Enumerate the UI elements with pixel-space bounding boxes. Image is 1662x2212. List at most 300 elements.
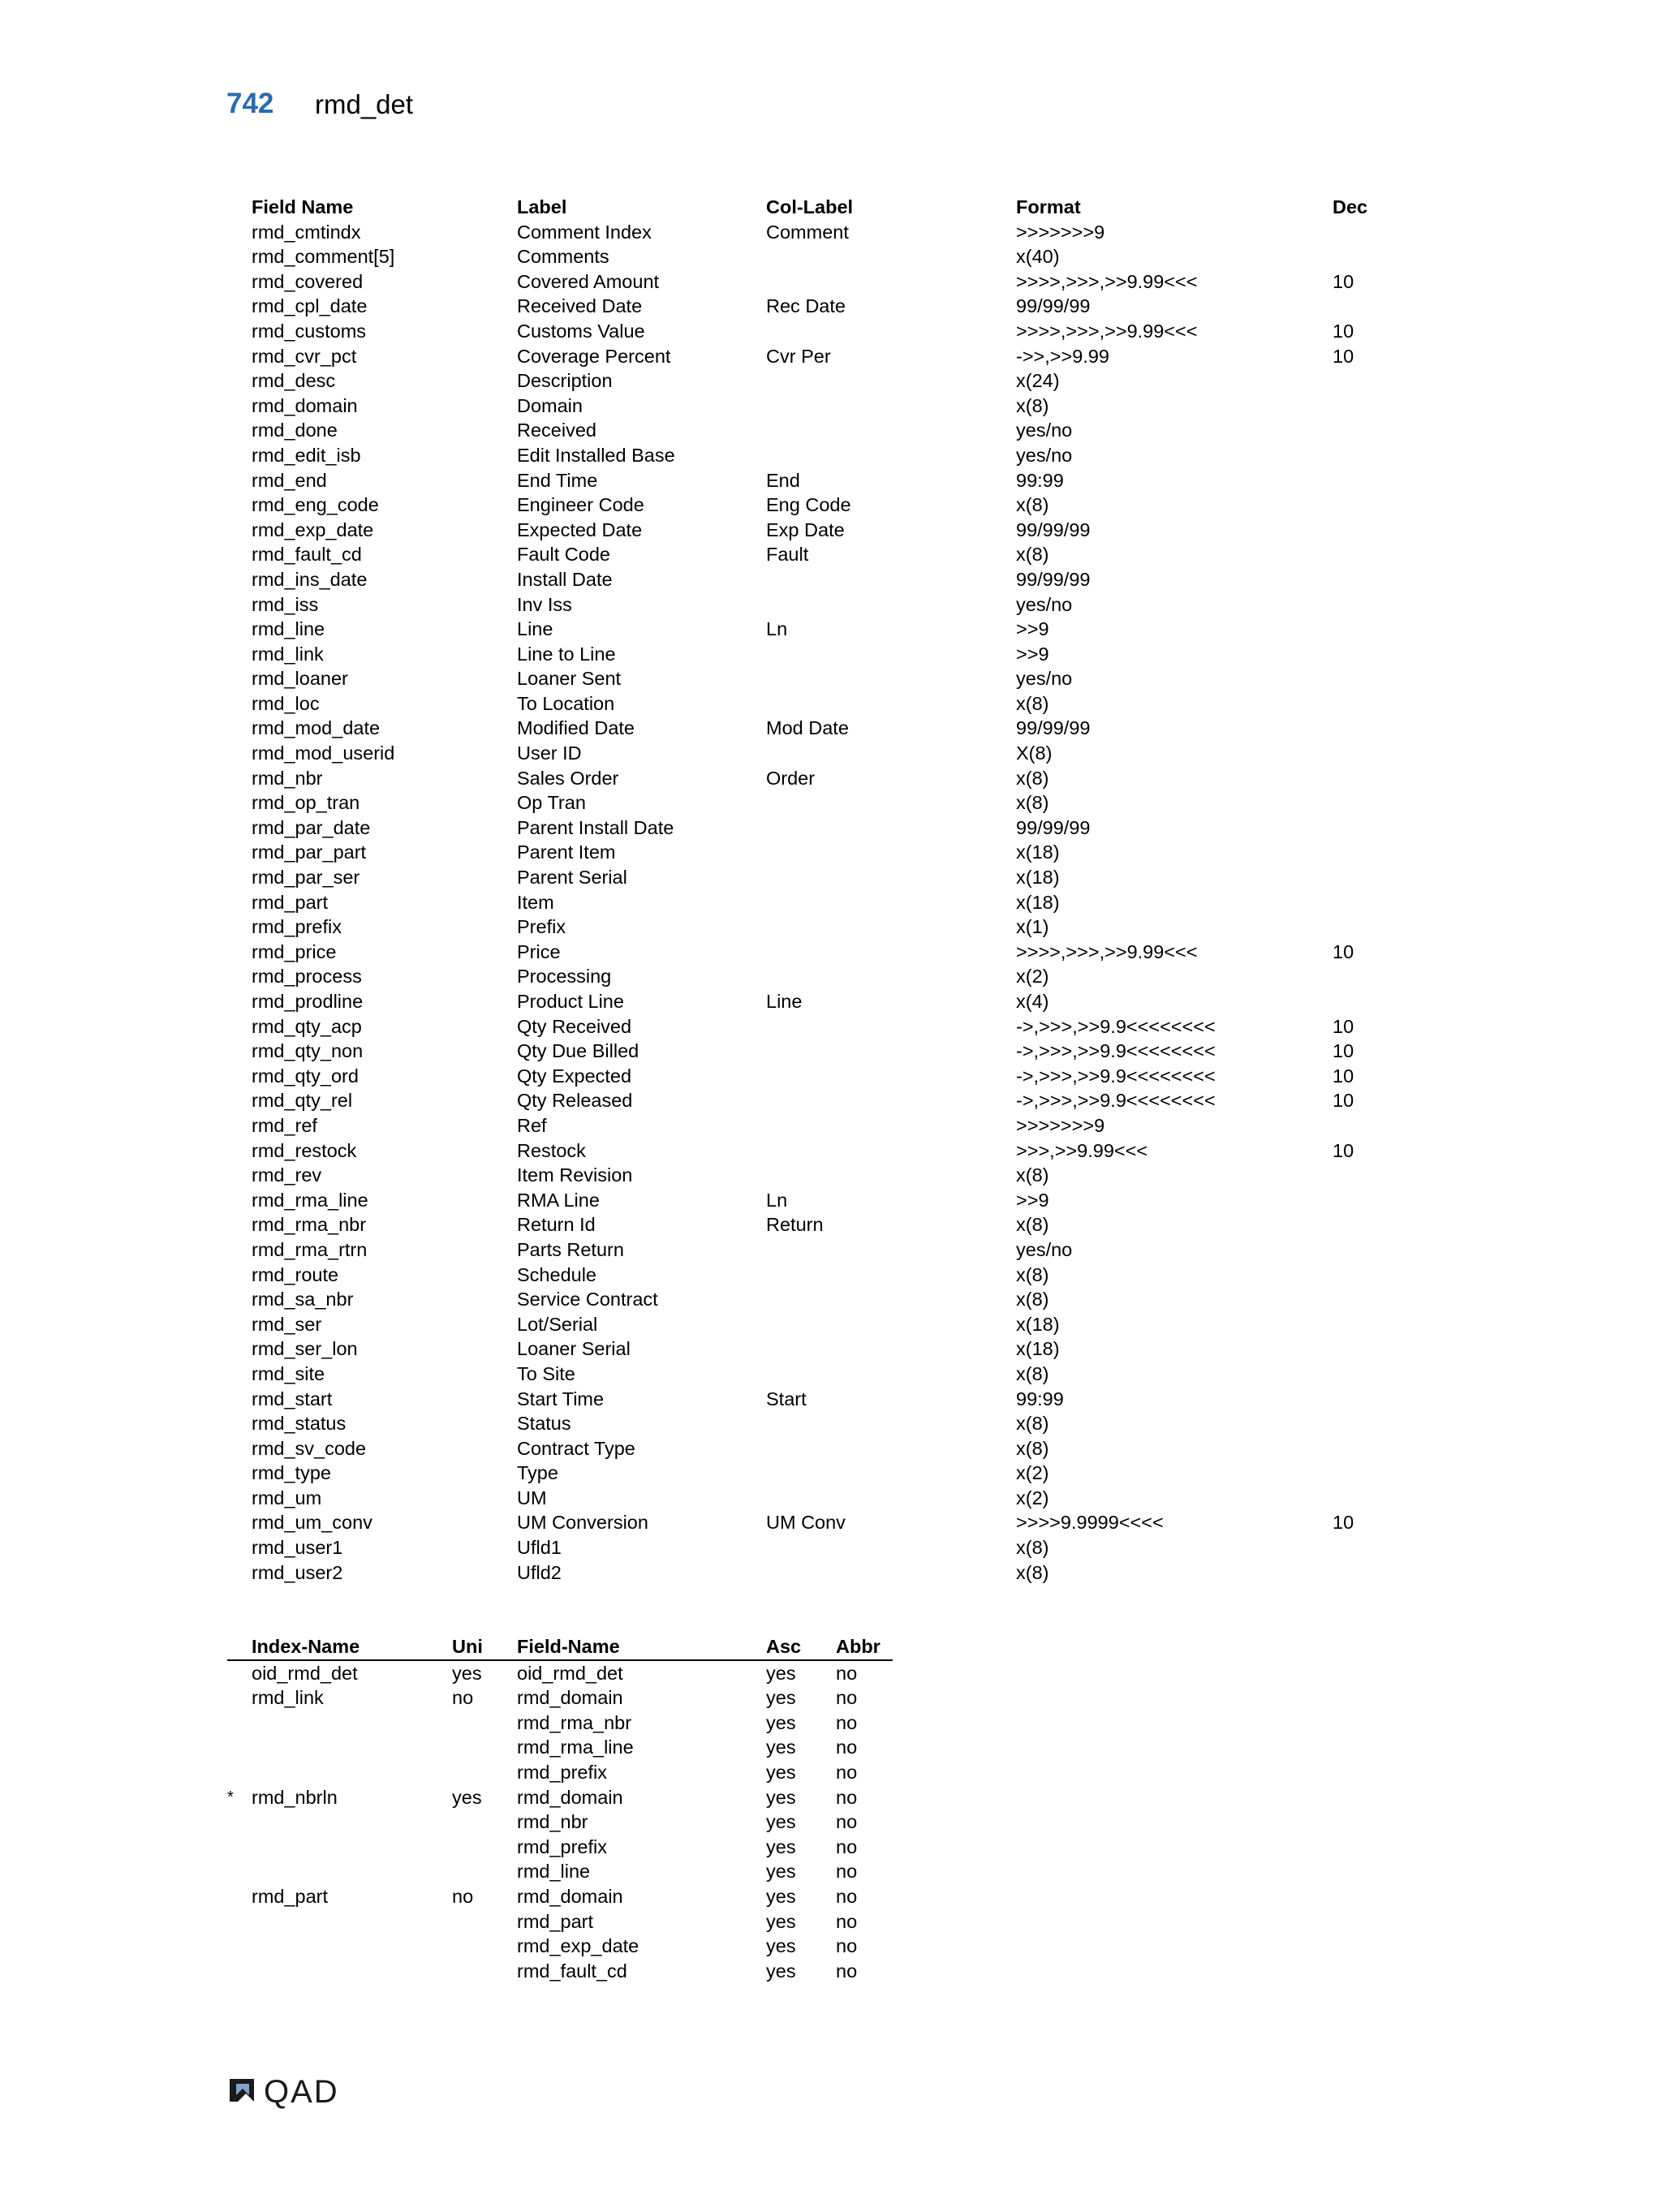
table-cell: yes [766,1711,796,1733]
table-cell [766,244,1016,269]
table-cell: Received [517,420,596,441]
table-cell: rmd_prodline [252,991,364,1012]
table-cell: >>9 [1016,643,1049,665]
table-row [252,790,1388,816]
table-cell: Parts Return [517,1238,624,1260]
table-cell: ->,>>>,>>9.9<<<<<<<< [1016,1040,1216,1062]
table-cell [452,1760,517,1785]
table-cell: Ufld1 [517,1537,562,1559]
table-cell: x(8) [1016,1263,1049,1285]
table-cell [766,691,1016,717]
table-cell: Domain [517,394,583,416]
table-row [252,989,1388,1014]
table-cell: x(18) [1016,891,1060,913]
table-cell: rmd_end [252,469,327,491]
table-cell [252,1735,452,1760]
primary-index-marker [227,1909,252,1934]
table-cell [1333,418,1388,443]
table-cell: rmd_qty_non [252,1040,364,1062]
primary-index-marker [227,1711,252,1736]
table-cell: rmd_ser [252,1313,322,1335]
table-row [252,542,1388,567]
table-cell [766,642,1016,667]
table-row [252,1387,1388,1412]
table-cell: rmd_covered [252,270,364,292]
table-row [252,1088,1388,1113]
index-header-cell: Asc [766,1636,802,1657]
primary-index-marker [227,1810,252,1835]
table-cell [766,1411,1016,1436]
table-cell: rmd_rma_rtrn [252,1238,368,1260]
primary-index-marker: * [227,1788,234,1806]
table-cell [1333,1387,1388,1412]
table-cell: x(8) [1016,544,1049,566]
page-title: rmd_det [315,89,414,119]
table-cell: no [452,1687,474,1709]
table-row [252,716,1388,741]
table-cell: X(8) [1016,742,1053,764]
table-cell: no [836,1885,858,1907]
table-cell [1333,542,1388,567]
table-row [252,319,1388,344]
table-cell: Price [517,940,561,962]
table-row [227,1760,893,1785]
table-cell: rmd_qty_ord [252,1065,359,1087]
index-header-cell: Field-Name [517,1636,620,1657]
table-cell: Fault [766,544,809,566]
field-table [252,195,1388,1585]
table-cell [766,368,1016,394]
table-row [252,220,1388,245]
table-row [252,1163,1388,1188]
table-cell: rmd_done [252,420,338,441]
table-cell: rmd_prefix [517,1761,608,1783]
table-cell: Line to Line [517,643,616,665]
table-cell: 10 [1333,1065,1354,1087]
table-cell: rmd_process [252,966,362,988]
table-cell: Mod Date [766,717,849,739]
table-cell: Eng Code [766,494,851,516]
table-cell: x(18) [1016,1313,1060,1335]
table-cell: x(8) [1016,394,1049,416]
table-cell: no [836,1786,858,1808]
table-cell [452,1735,517,1760]
table-cell [452,1934,517,1959]
table-cell: Loaner Sent [517,668,622,690]
table-cell [1333,567,1388,592]
table-cell [766,940,1016,965]
table-cell: Item [517,891,554,913]
table-cell: rmd_part [517,1910,594,1932]
table-cell [1333,964,1388,989]
table-cell: 10 [1333,1512,1354,1534]
table-cell: ->>,>>9.99 [1016,345,1109,367]
table-cell [766,1461,1016,1486]
table-cell [766,741,1016,766]
table-cell: x(8) [1016,1362,1049,1384]
table-cell: rmd_ser_lon [252,1338,358,1360]
table-cell: x(18) [1016,1338,1060,1360]
table-cell: Qty Released [517,1090,633,1112]
table-cell: x(8) [1016,1164,1049,1186]
field-table-body [252,220,1388,1586]
table-cell: no [836,1736,858,1758]
table-cell [452,1835,517,1860]
table-cell: ->,>>>,>>9.9<<<<<<<< [1016,1090,1216,1112]
table-cell: rmd_route [252,1263,339,1285]
table-cell: Order [766,767,816,789]
table-cell [252,1810,452,1835]
table-cell: rmd_type [252,1462,331,1484]
table-cell: RMA Line [517,1189,600,1211]
table-row [252,1064,1388,1089]
table-cell [252,1835,452,1860]
table-row [252,1263,1388,1288]
table-cell [1333,1212,1388,1237]
table-row [227,1785,893,1810]
table-cell [452,1711,517,1736]
table-cell: Processing [517,966,612,988]
table-cell: x(8) [1016,767,1049,789]
table-cell [1333,716,1388,741]
field-header-cell: Label [517,196,567,217]
table-row [252,816,1388,841]
field-header-cell: Col-Label [766,196,854,217]
table-cell [1333,1336,1388,1362]
table-row [252,1436,1388,1461]
table-cell [252,1959,452,1984]
table-cell: Cvr Per [766,345,831,367]
table-row [252,468,1388,493]
table-cell: rmd_par_ser [252,867,360,889]
table-row [252,1336,1388,1362]
table-cell: Edit Installed Base [517,444,675,466]
table-cell: 10 [1333,1015,1354,1037]
table-row [252,1287,1388,1312]
table-cell: yes [766,1736,796,1758]
table-cell [1333,1461,1388,1486]
table-cell: rmd_domain [252,394,358,416]
table-cell: rmd_mod_date [252,717,381,739]
table-cell: x(18) [1016,867,1060,889]
table-cell [252,1760,452,1785]
table-cell: x(8) [1016,494,1049,516]
table-cell: yes [766,1861,796,1883]
table-cell: Contract Type [517,1437,635,1459]
table-cell: Received Date [517,295,643,317]
table-cell: rmd_user2 [252,1561,343,1583]
table-cell: x(8) [1016,1437,1049,1459]
table-cell: 10 [1333,270,1354,292]
table-cell [1333,1436,1388,1461]
table-cell: x(24) [1016,370,1060,392]
table-row [252,642,1388,667]
table-cell: rmd_op_tran [252,792,360,814]
table-row [227,1835,893,1860]
table-row [252,1138,1388,1164]
table-cell [1333,691,1388,717]
table-cell: rmd_link [252,1687,324,1709]
table-cell: rmd_sa_nbr [252,1289,354,1310]
table-cell: 99:99 [1016,469,1064,491]
primary-index-marker [227,1835,252,1860]
table-cell: x(1) [1016,916,1049,938]
table-row [252,1411,1388,1436]
table-row [252,1535,1388,1560]
table-cell [766,394,1016,419]
page-number: 742 [226,88,274,119]
table-cell [1333,766,1388,791]
table-cell: 10 [1333,1139,1354,1161]
table-cell: x(18) [1016,841,1060,863]
table-cell: 99/99/99 [1016,295,1091,317]
table-cell: Restock [517,1139,586,1161]
table-row [252,865,1388,890]
field-header-cell: Dec [1333,196,1368,217]
table-cell [766,890,1016,915]
table-cell: 10 [1333,1090,1354,1112]
primary-index-marker [227,1685,252,1711]
table-cell [766,1362,1016,1387]
index-table-body [227,1660,893,1984]
table-cell: Line [766,991,803,1012]
table-cell: yes [766,1761,796,1783]
table-cell: Qty Expected [517,1065,632,1087]
table-cell: no [836,1835,858,1857]
table-row [252,1212,1388,1237]
table-cell: x(8) [1016,692,1049,714]
table-cell: yes [766,1885,796,1907]
primary-index-marker [227,1735,252,1760]
table-cell: 99:99 [1016,1388,1064,1409]
table-cell [1333,741,1388,766]
table-cell: rmd_par_part [252,841,367,863]
table-cell: Status [517,1413,571,1435]
table-row [252,1039,1388,1064]
table-cell: yes [452,1662,482,1684]
table-cell: x(8) [1016,1214,1049,1236]
table-cell [1333,642,1388,667]
table-row [252,1461,1388,1486]
table-cell: yes [452,1786,482,1808]
table-row [227,1884,893,1909]
table-cell: Qty Received [517,1015,632,1037]
table-cell [1333,989,1388,1014]
table-cell: Op Tran [517,792,586,814]
table-row [252,1237,1388,1263]
table-cell [1333,790,1388,816]
table-cell: Line [517,618,553,640]
table-row [252,617,1388,642]
table-cell [766,1535,1016,1560]
table-cell: x(8) [1016,1289,1049,1310]
table-cell [1333,1535,1388,1560]
table-cell: Start Time [517,1388,605,1409]
table-cell: rmd_eng_code [252,494,379,516]
table-cell: >>>>,>>>,>>9.99<<< [1016,940,1198,962]
table-cell: x(40) [1016,246,1060,268]
table-cell [252,1909,452,1934]
table-cell: >>>>,>>>,>>9.99<<< [1016,270,1198,292]
table-cell: Parent Install Date [517,816,674,838]
table-cell [452,1959,517,1984]
table-cell [766,1113,1016,1138]
table-cell: no [836,1662,858,1684]
table-cell: rmd_rma_nbr [517,1711,632,1733]
qad-logo-text: QAD [264,2074,339,2110]
table-cell: no [452,1885,474,1907]
table-cell: rmd_rma_nbr [252,1214,367,1236]
table-cell [766,592,1016,618]
table-row [252,890,1388,915]
table-cell: UM Conv [766,1512,846,1534]
table-cell [766,1014,1016,1039]
field-table-header [252,195,1388,220]
table-cell: Schedule [517,1263,596,1285]
table-cell [766,1560,1016,1586]
table-cell: yes [766,1811,796,1833]
table-cell [766,1237,1016,1263]
table-row [252,418,1388,443]
table-cell: rmd_nbr [252,767,323,789]
table-cell: Coverage Percent [517,345,671,367]
table-cell: rmd_rev [252,1164,322,1186]
table-cell: rmd_um_conv [252,1512,372,1534]
table-row [252,592,1388,618]
table-cell: rmd_customs [252,320,367,342]
table-cell [766,1088,1016,1113]
table-cell: rmd_prefix [252,916,342,938]
table-cell [1333,865,1388,890]
table-cell: 99/99/99 [1016,816,1091,838]
table-cell: >>>>>>>9 [1016,221,1105,243]
table-cell: 10 [1333,1040,1354,1062]
table-row [252,964,1388,989]
table-cell: rmd_restock [252,1139,357,1161]
table-row [252,914,1388,940]
table-cell: 10 [1333,320,1354,342]
table-cell: 99/99/99 [1016,519,1091,540]
table-cell: no [836,1861,858,1883]
table-cell [452,1909,517,1934]
table-cell: rmd_link [252,643,324,665]
table-cell: rmd_comment[5] [252,246,395,268]
table-cell: rmd_part [252,1885,329,1907]
table-cell: rmd_um [252,1487,322,1508]
table-cell [1333,518,1388,543]
table-cell [1333,592,1388,618]
table-row [227,1711,893,1736]
table-cell: Return Id [517,1214,596,1236]
table-cell: Rec Date [766,295,846,317]
table-cell: rmd_desc [252,370,336,392]
table-row [252,368,1388,394]
table-cell: Loaner Serial [517,1338,631,1360]
table-cell: rmd_iss [252,593,319,615]
table-cell [1333,294,1388,319]
table-cell: Sales Order [517,767,619,789]
table-cell: UM [517,1487,547,1508]
table-cell: x(2) [1016,966,1049,988]
table-row [252,940,1388,965]
table-cell: rmd_start [252,1388,333,1409]
table-cell [766,790,1016,816]
index-header-cell: Uni [452,1636,483,1657]
table-cell [766,1163,1016,1188]
field-header-cell: Format [1016,196,1081,217]
table-row [252,518,1388,543]
table-cell [1333,443,1388,468]
table-row [252,443,1388,468]
table-row [252,1014,1388,1039]
table-cell [766,319,1016,344]
table-cell: rmd_edit_isb [252,444,361,466]
index-header-cell: Abbr [836,1636,881,1657]
table-cell: Ref [517,1114,547,1136]
table-row [227,1909,893,1934]
table-cell: >>9 [1016,1189,1049,1211]
table-cell [766,914,1016,940]
table-cell [766,1486,1016,1511]
table-cell: rmd_cpl_date [252,295,368,317]
table-row [252,840,1388,865]
table-cell [766,418,1016,443]
table-cell: rmd_exp_date [252,519,374,540]
table-cell: rmd_qty_acp [252,1015,362,1037]
table-cell [252,1859,452,1884]
table-cell: rmd_cmtindx [252,221,361,243]
table-cell [1333,840,1388,865]
table-cell: To Site [517,1362,575,1384]
table-cell: rmd_par_date [252,816,371,838]
table-cell: rmd_loaner [252,668,348,690]
table-cell [766,964,1016,989]
table-cell: Start [766,1388,807,1409]
table-cell [766,567,1016,592]
table-cell: rmd_nbr [517,1811,588,1833]
table-cell: no [836,1935,858,1957]
table-cell: rmd_loc [252,692,320,714]
table-cell: oid_rmd_det [517,1662,623,1684]
primary-index-marker [227,1660,252,1686]
table-cell: yes [766,1910,796,1932]
table-cell [1333,1188,1388,1213]
table-row [252,493,1388,518]
table-cell [1333,1113,1388,1138]
table-row [227,1859,893,1884]
table-cell [1333,368,1388,394]
table-cell: x(8) [1016,1561,1049,1583]
table-cell: yes [766,1960,796,1982]
table-cell: Comment [766,221,849,243]
table-cell: rmd_rma_line [517,1736,634,1758]
table-cell: rmd_prefix [517,1835,608,1857]
table-cell: Ufld2 [517,1561,562,1583]
table-cell [1333,1411,1388,1436]
table-cell [766,865,1016,890]
table-cell: ->,>>>,>>9.9<<<<<<<< [1016,1015,1216,1037]
table-cell: yes [766,1835,796,1857]
table-cell: Return [766,1214,824,1236]
qad-logo-icon [226,2076,259,2105]
index-primary-marker-header [227,1634,252,1660]
table-row [252,666,1388,691]
table-cell: Parent Serial [517,867,627,889]
table-cell: Qty Due Billed [517,1040,639,1062]
table-cell: x(2) [1016,1462,1049,1484]
table-row [252,1486,1388,1511]
table-row [252,741,1388,766]
